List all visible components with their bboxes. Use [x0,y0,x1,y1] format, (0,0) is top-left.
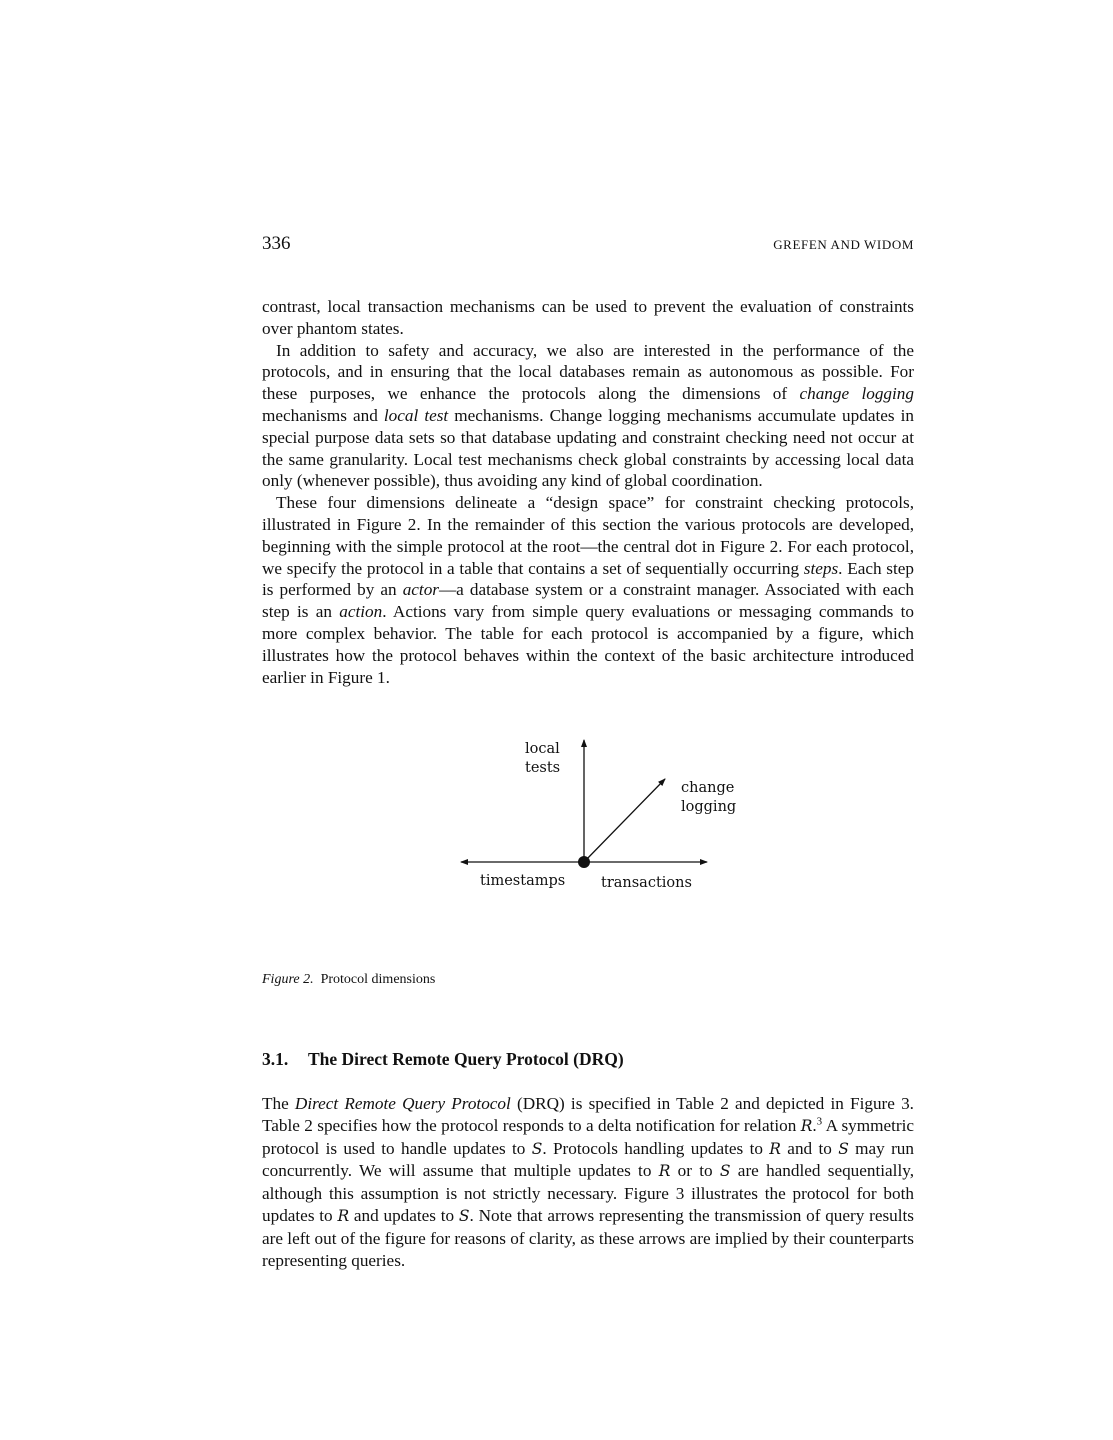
paragraph-drq: The Direct Remote Query Protocol (DRQ) is specified in Table 2 and depicted in Figure 3. Table 2 specifies how the protocol responds to a delta notification for relation R.$^3$ A symmetric protocol is used to handle updates to S. Protocols handling updates to R and to S may run concurrently. We will assume that multiple updates to R or to S are handled sequentially, although this assumption is not strictly necessary. Figure 3 illustrates the protocol for both updates to R and updates to S. Note that arrows representing the transmission of query results are left out of the figure for reasons of clarity, as these arrows are implied by their counterparts representing queries. [262,1094,914,1270]
emphasis-local-test: local test [383,405,449,425]
section-heading [262,1049,624,1070]
math-S: S [531,1139,543,1158]
section-title: The Direct Remote Query Protocol (DRQ) [308,1049,624,1069]
section-number: 3.1. [262,1049,289,1069]
text-run: —a database system or a constraint manager. Associated with each step is an [262,580,914,622]
label-tests: tests [525,760,561,776]
math-S: S [458,1206,470,1225]
text-run: These four dimensions delineate a “design space” for constraint checking protocols, illustrated in Figure 2. In the remainder of this section the various protocols are developed, beginning with the simple protocol at the root—the central dot in Figure 2. For each protocol, we specify the protocol in a table that contains a set of sequentially occurring [262,493,914,578]
text-run: In addition to safety and accuracy, we also are interested in the performance of the protocols, and in ensuring that the local databases remain as autonomous as possible. For these purposes, we enhance the protocols along the dimensions of [262,340,914,404]
text-run: (DRQ) is specified in Table 2 and depicted in Figure 3. Table 2 specifies how the protocol responds to a delta notification for relation [262,1094,914,1135]
text-run: and to [780,1138,839,1158]
change-logging-axis [584,779,665,862]
label-logging: logging [681,799,737,815]
figure-caption [262,972,435,988]
figure-protocol-dimensions [455,730,755,905]
label-local: local [525,741,560,757]
emphasis-steps: steps [803,558,839,578]
label-transactions: transactions [601,875,692,891]
math-S: S [838,1139,849,1158]
paragraph-3 [262,492,914,688]
paragraph-1: contrast, local transaction mechanisms can be used to prevent the evaluation of constraints over phantom states. [262,297,914,338]
math-S: S [719,1162,731,1181]
label-change: change [681,780,735,796]
label-local-tests [525,740,560,778]
emphasis-action: action [339,602,383,622]
caption-text: Protocol dimensions [320,972,436,987]
paragraph-2 [262,340,914,493]
running-header-authors: GREFEN AND WIDOM [773,237,914,252]
text-run: The [262,1094,295,1113]
text-run: mechanisms and [262,405,384,425]
caption-label: Figure 2. [262,972,314,987]
text-run: A symmetric protocol is used to handle updates to [262,1115,914,1158]
math-R: R [800,1116,813,1135]
emphasis-actor: actor [402,580,439,600]
math-R: R [769,1139,781,1158]
label-timestamps: timestamps [480,873,566,889]
text-run: mechanisms. Change logging mechanisms accumulate updates in special purpose data sets so that database updating and constraint checking need not occur at the same granularity. Local test mechanisms check global constraints by accessing local data only (whenever possible), thus avoiding any kind of global coordination. [262,405,914,491]
running-head [262,233,914,257]
body-text-drq [262,1093,914,1271]
math-R: R [658,1162,671,1181]
math-R: R [337,1206,350,1225]
text-run: . Each step is performed by an [262,558,914,600]
text-run: . Actions vary from simple query evaluations or messaging commands to more complex behavior. The table for each protocol is accompanied by a figure, which illustrates how the protocol behaves within the context of the basic architecture introduced earlier in Figure 1. [262,602,914,687]
emphasis-drq: Direct Remote Query Protocol [294,1094,511,1113]
page-number: 336 [262,233,291,254]
body-text-top [262,296,914,688]
emphasis-change-logging: change logging [799,384,914,404]
footnote-marker: 3 [816,1115,823,1128]
root-dot [578,856,590,868]
label-change-logging [681,779,736,817]
text-run: are handled sequentially, although this assumption is not strictly necessary. Figure 3 illustrates the protocol for both updates to [262,1161,914,1225]
text-run: and updates to [349,1205,459,1225]
text-run: . Protocols handling updates to [542,1138,770,1158]
text-run: may run concurrently. We will assume that multiple updates to [262,1138,914,1181]
text-run: . Note that arrows representing the transmission of query results are left out of the figure for reasons of clarity, as these arrows are implied by their counterparts representing queries. [262,1205,914,1270]
text-run: or to [670,1161,720,1181]
